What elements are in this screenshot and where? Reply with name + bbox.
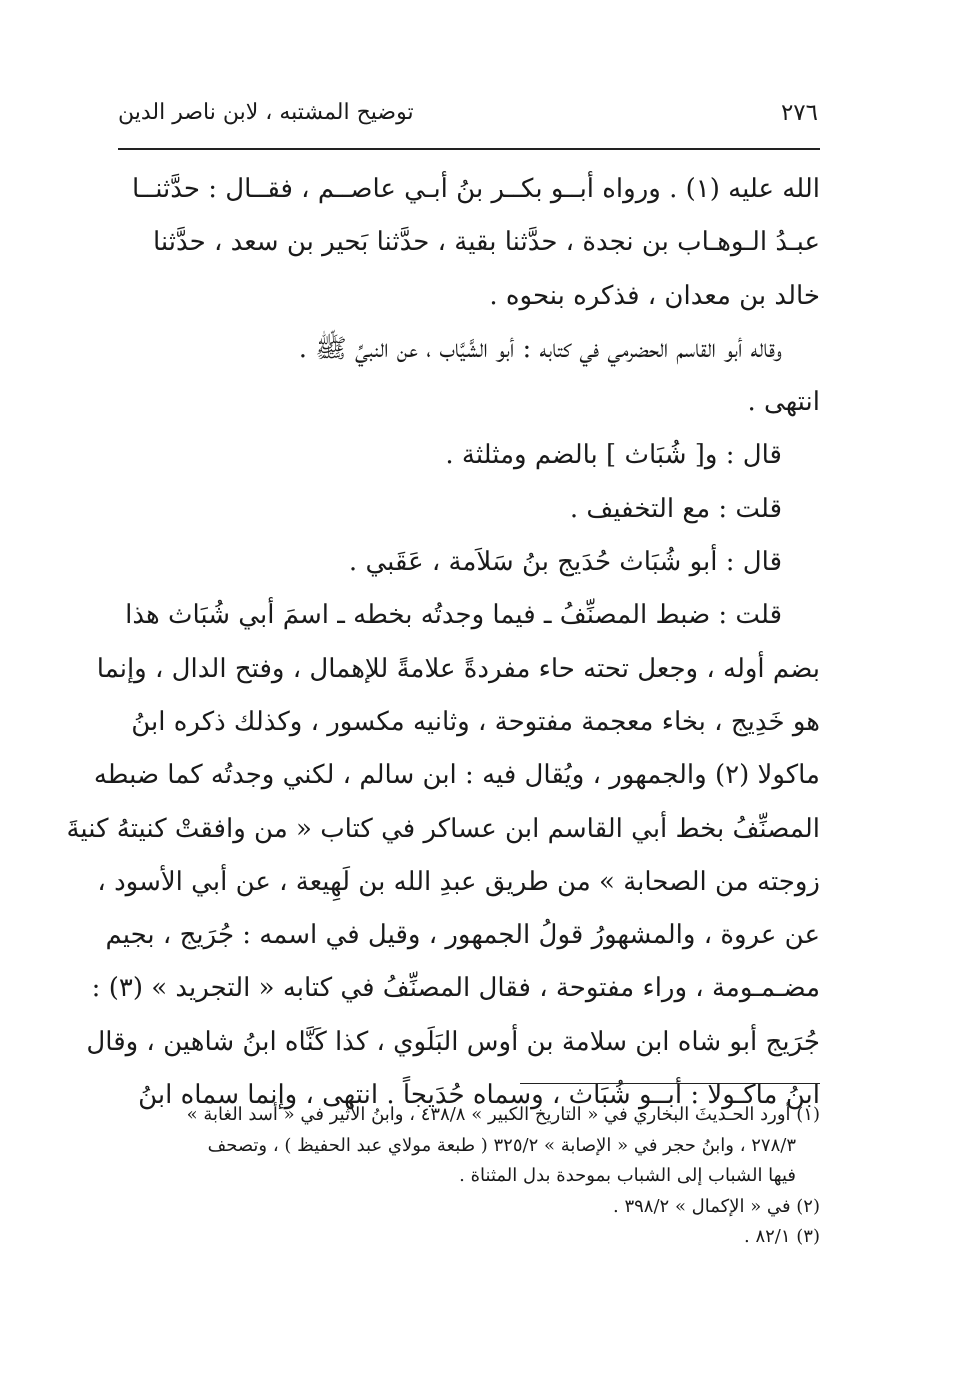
header-divider xyxy=(118,148,820,150)
running-title: توضيح المشتبه ، لابن ناصر الدين xyxy=(118,100,414,125)
footnote-line: (١) أورد الحـديثَ البخاري في « التاريخ الكبير » ٤٣٨/٨ ، وابنُ الأثير في « أسد الغابة » xyxy=(186,1104,820,1125)
footnotes xyxy=(116,1100,820,1253)
footnote-line: (٣) ٨٢/١ . xyxy=(744,1226,820,1247)
text-line: ابنُ ماكـولا : أبــو شُبَاث ، وسماه حُدَيجاً . انتهى ، وإنما سماه ابنُ xyxy=(138,1080,820,1111)
footnote-line: (٢) في « الإكمال » ٣٩٨/٢ . xyxy=(613,1195,820,1217)
footnote-divider xyxy=(520,1083,820,1084)
text-line: بضم أوله ، وجعل تحته حاء مفردةً علامةً للإهمال ، وفتح الدال ، وإنما xyxy=(96,653,820,684)
text-line: قال : أبو شُبَاث حُدَيج بنُ سَلاَمة ، عَقَبي . xyxy=(348,547,782,578)
text-line: الله عليه (١) . ورواه أبــو بكــر بنُ أبـي عاصــم ، فقــال : حدَّثنــا xyxy=(132,174,820,204)
page-header xyxy=(118,96,818,136)
text-line: مضـمـومة ، وراء مفتوحة ، فقال المصنِّفُ في كتابه « التجريد » (٣) : xyxy=(91,973,820,1004)
text-line: قلت : ضبط المصنِّفُ ـ فيما وجدتُه بخطه ـ اسمَ أبي شُبَاث هذا xyxy=(125,600,782,631)
page-number: ٢٧٦ xyxy=(780,100,818,126)
text-line: ماكولا (٢) والجمهور ، ويُقال فيه : ابن سالم ، لكني وجدتُه كما ضبطه xyxy=(93,760,820,791)
text-line: قلت : مع التخفيف . xyxy=(569,493,782,524)
text-line: المصنِّفُ بخط أبي القاسم ابن عساكر في كتاب « من وافقتْ كنيتهُ كنيةَ xyxy=(66,813,820,844)
text-line: انتهى . xyxy=(747,387,820,418)
text-line: زوجته من الصحابة » من طريق عبدِ الله بن لَهِيعة ، عن أبي الأسود ، xyxy=(97,866,820,897)
text-line: هو خَدِيج ، بخاء معجمة مفتوحة ، وثانيه مكسور ، وكذلك ذكره ابنُ xyxy=(131,706,820,737)
text-line: عن عروة ، والمشهورُ قولُ الجمهور ، وقيل في اسمه : جُرَيج ، بجيم xyxy=(105,920,820,951)
text-line: خالد بن معدان ، فذكره بنحوه . xyxy=(489,280,820,311)
text-line: جُرَيج أبو شاه ابن سلامة بن أوس البَلَوي ، كذا كَنَّاه ابنُ شاهين ، وقال xyxy=(86,1026,820,1057)
text-line: قال : و[ شُبَاث ] بالضم ومثلثة . xyxy=(445,440,782,471)
text-line: وقاله أبو القاسم الحضرمي في كتابه : أبو الشَّيَّاب ، عن النبيِّ ﷺ . xyxy=(298,333,782,364)
footnote-line: ٢٧٨/٣ ، وابنُ حجر في « الإصابة » ٣٢٥/٢ ( طبعة مولاي عبد الحفيظ ) ، وتصحف xyxy=(207,1134,796,1156)
text-line: عبـدُ الـوهـاب بن نجدة ، حدَّثنا بقية ، حدَّثنا بَحير بن سعد ، حدَّثنا xyxy=(152,227,820,258)
footnote-line: فيها الشباب إلى الشباب بموحدة بدل المثناة . xyxy=(459,1165,796,1186)
main-text xyxy=(66,163,820,1122)
